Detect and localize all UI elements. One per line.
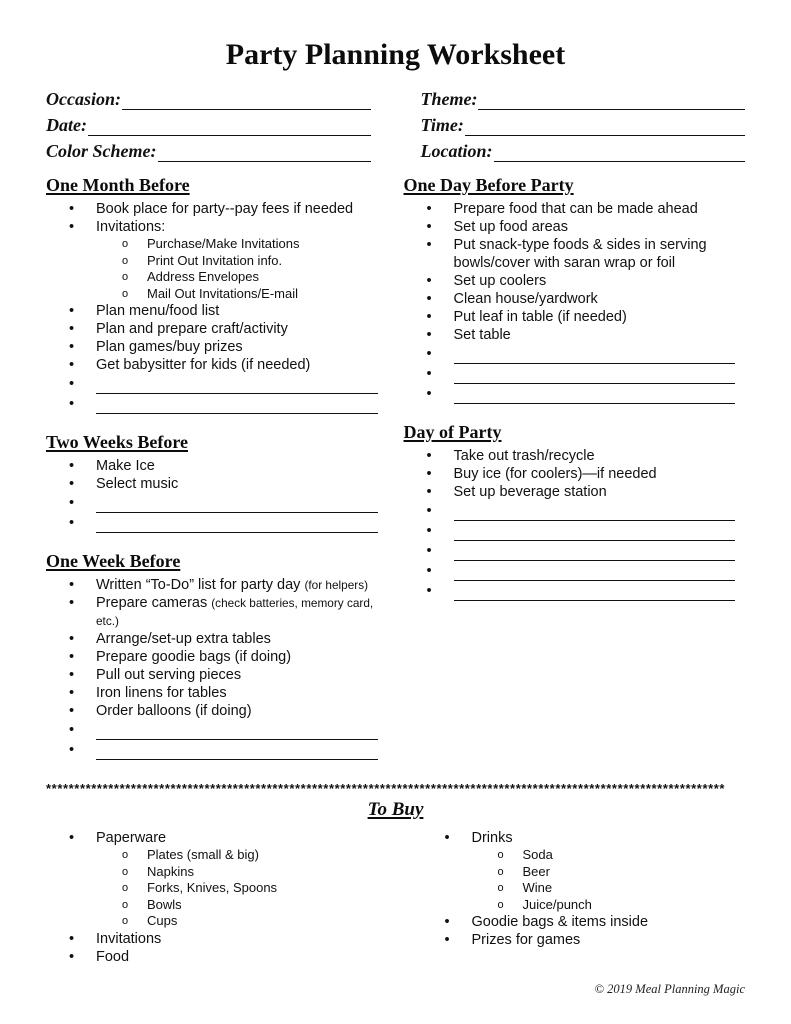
blank-list-item — [46, 513, 388, 533]
header-fields — [46, 84, 745, 162]
checklist — [46, 457, 388, 533]
list-item — [46, 594, 388, 630]
page-title: Party Planning Worksheet — [225, 38, 566, 71]
blank-list-item — [46, 720, 388, 740]
list-item-text: Prepare food that can be made ahead — [453, 201, 698, 217]
list-item — [422, 931, 746, 949]
list-item-text: Order balloons (if doing) — [96, 703, 252, 719]
section-heading-one-month-before: One Month Before — [46, 175, 190, 195]
section-heading-one-week-before: One Week Before — [46, 551, 181, 571]
list-item-text: Prepare cameras — [96, 595, 208, 611]
list-item-text: Food — [96, 948, 130, 965]
list-item — [46, 475, 388, 493]
field-color-scheme — [46, 136, 371, 162]
sub-checklist — [472, 847, 746, 913]
checklist-column-right — [404, 175, 746, 778]
list-item-text: Prepare goodie bags (if doing) — [96, 649, 292, 665]
list-item — [46, 930, 388, 948]
to-buy-column-right — [404, 829, 746, 966]
checklist-column-left — [46, 175, 388, 778]
list-item-note: (check batteries, memory card, etc.) — [96, 596, 374, 628]
field-location — [421, 136, 746, 162]
sub-list-item: o Juice/punch — [472, 897, 746, 914]
blank-list-item — [404, 541, 746, 561]
list-item-text: Set up coolers — [453, 273, 547, 289]
header-fields-right — [421, 84, 746, 162]
list-item-text: Plan games/buy prizes — [96, 339, 243, 355]
blank-list-item — [404, 384, 746, 404]
list-item-text: Drinks — [471, 830, 513, 846]
list-item-text: Book place for party--pay fees if needed — [96, 201, 354, 217]
list-item — [422, 829, 746, 913]
blank-list-item — [46, 740, 388, 760]
blank-list-item — [404, 581, 746, 601]
sub-list-item: o Cups — [96, 913, 388, 930]
blank-list-item — [404, 501, 746, 521]
list-item — [46, 829, 388, 930]
header-fields-left — [46, 84, 371, 162]
list-item-text: Arrange/set-up extra tables — [96, 631, 271, 647]
checklist — [404, 447, 746, 601]
fill-in-line — [122, 91, 371, 110]
checklist — [46, 576, 388, 760]
sub-list-item: o Wine — [472, 880, 746, 897]
fill-in-line — [96, 380, 378, 394]
blank-list-item — [46, 493, 388, 513]
list-item-text: Take out trash/recycle — [453, 448, 595, 464]
section-one-month-before — [46, 175, 388, 414]
to-buy-column-left — [46, 829, 388, 966]
list-item-text: Invitations — [96, 930, 162, 947]
fill-in-line — [454, 350, 736, 364]
list-item — [46, 630, 388, 648]
to-buy-columns — [46, 829, 745, 966]
list-item-text: Get babysitter for kids (if needed) — [96, 357, 311, 373]
sub-checklist — [96, 847, 388, 930]
list-item — [404, 272, 746, 290]
list-item — [46, 338, 388, 356]
list-item-text: Iron linens for tables — [96, 685, 227, 701]
list-item — [46, 218, 388, 302]
blank-list-item — [404, 344, 746, 364]
blank-list-item — [404, 364, 746, 384]
list-item — [404, 218, 746, 236]
list-item-text: Put leaf in table (if needed) — [453, 309, 627, 325]
checklist-columns — [46, 175, 745, 778]
field-occasion — [46, 84, 371, 110]
list-item-text: Buy ice (for coolers)—if needed — [453, 466, 657, 482]
list-item-text: Select music — [96, 476, 179, 492]
list-item-text: Written “To-Do” list for party day — [96, 577, 301, 593]
fill-in-line — [96, 400, 378, 414]
fill-in-line — [454, 507, 736, 521]
fill-in-line — [478, 91, 745, 110]
list-item — [46, 302, 388, 320]
field-theme — [421, 84, 746, 110]
list-item — [422, 913, 746, 931]
list-item-text: Set up food areas — [453, 219, 568, 235]
fill-in-line — [96, 726, 378, 740]
sub-list-item: o Forks, Knives, Spoons — [96, 880, 388, 897]
list-item-text: Invitations: — [96, 219, 166, 235]
list-item — [46, 666, 388, 684]
checklist — [404, 200, 746, 404]
checklist — [46, 829, 388, 966]
fill-in-line — [96, 519, 378, 533]
section-one-week-before — [46, 551, 388, 760]
list-item — [404, 447, 746, 465]
list-item-text: Set table — [453, 327, 511, 343]
list-item-text: Prizes for games — [471, 932, 581, 948]
field-label: Theme: — [420, 89, 478, 109]
field-time — [421, 110, 746, 136]
list-item-text: Goodie bags & items inside — [471, 914, 649, 930]
list-item — [46, 576, 388, 594]
sub-list-item: o Mail Out Invitations/E-mail — [96, 286, 388, 303]
field-date — [46, 110, 371, 136]
fill-in-line — [494, 143, 746, 162]
list-item — [46, 457, 388, 475]
list-item — [46, 702, 388, 720]
fill-in-line — [158, 143, 371, 162]
fill-in-line — [465, 117, 745, 136]
field-label: Occasion: — [46, 89, 121, 109]
to-buy-heading: To Buy — [367, 799, 424, 820]
fill-in-line — [454, 567, 736, 581]
list-item-text: Pull out serving pieces — [96, 667, 242, 683]
fill-in-line — [454, 587, 736, 601]
list-item — [46, 356, 388, 374]
blank-list-item — [46, 374, 388, 394]
list-item — [404, 236, 746, 272]
sub-list-item: o Beer — [472, 864, 746, 881]
fill-in-line — [454, 370, 736, 384]
sub-list-item: o Address Envelopes — [96, 269, 388, 286]
section-heading-one-day-before-party: One Day Before Party — [403, 175, 574, 195]
list-item-text: Plan menu/food list — [96, 303, 220, 319]
list-item — [404, 483, 746, 501]
fill-in-line — [454, 390, 736, 404]
list-item — [404, 200, 746, 218]
blank-list-item — [404, 521, 746, 541]
list-item — [46, 684, 388, 702]
field-label: Color Scheme: — [46, 141, 157, 161]
sub-checklist — [96, 236, 388, 302]
fill-in-line — [454, 547, 736, 561]
sub-list-item: o Napkins — [96, 864, 388, 881]
sub-list-item: o Soda — [472, 847, 746, 864]
checklist — [422, 829, 746, 949]
list-item — [46, 948, 388, 966]
list-item — [46, 200, 388, 218]
list-item-text: Set up beverage station — [453, 484, 607, 500]
section-heading-day-of-party: Day of Party — [403, 422, 502, 442]
sub-list-item: o Bowls — [96, 897, 388, 914]
section-two-weeks-before — [46, 432, 388, 533]
fill-in-line — [88, 117, 371, 136]
sub-list-item: o Purchase/Make Invitations — [96, 236, 388, 253]
list-item — [404, 465, 746, 483]
list-item — [46, 648, 388, 666]
field-label: Location: — [420, 141, 493, 161]
list-item-text: Clean house/yardwork — [453, 291, 598, 307]
list-item-text: Plan and prepare craft/activity — [96, 321, 288, 337]
section-day-of-party — [404, 422, 746, 601]
asterisk-divider: ************************************************************************************************************************ — [46, 781, 726, 796]
list-item — [404, 308, 746, 326]
sub-list-item: o Plates (small & big) — [96, 847, 388, 864]
list-item — [404, 290, 746, 308]
list-item-text: Put snack-type foods & sides in serving bowls/cover with saran wrap or foil — [453, 237, 707, 271]
field-label: Time: — [420, 115, 464, 135]
blank-list-item — [404, 561, 746, 581]
fill-in-line — [96, 746, 378, 760]
fill-in-line — [454, 527, 736, 541]
list-item-note: (for helpers) — [304, 578, 369, 592]
sub-list-item: o Print Out Invitation info. — [96, 253, 388, 270]
fill-in-line — [96, 499, 378, 513]
list-item — [46, 320, 388, 338]
section-one-day-before-party — [404, 175, 746, 404]
list-item-text: Paperware — [96, 830, 167, 846]
list-item-text: Make Ice — [96, 458, 155, 474]
section-heading-two-weeks-before: Two Weeks Before — [46, 432, 188, 452]
checklist — [46, 200, 388, 414]
field-label: Date: — [46, 115, 87, 135]
list-item — [404, 326, 746, 344]
copyright: © 2019 Meal Planning Magic — [594, 981, 745, 996]
blank-list-item — [46, 394, 388, 414]
